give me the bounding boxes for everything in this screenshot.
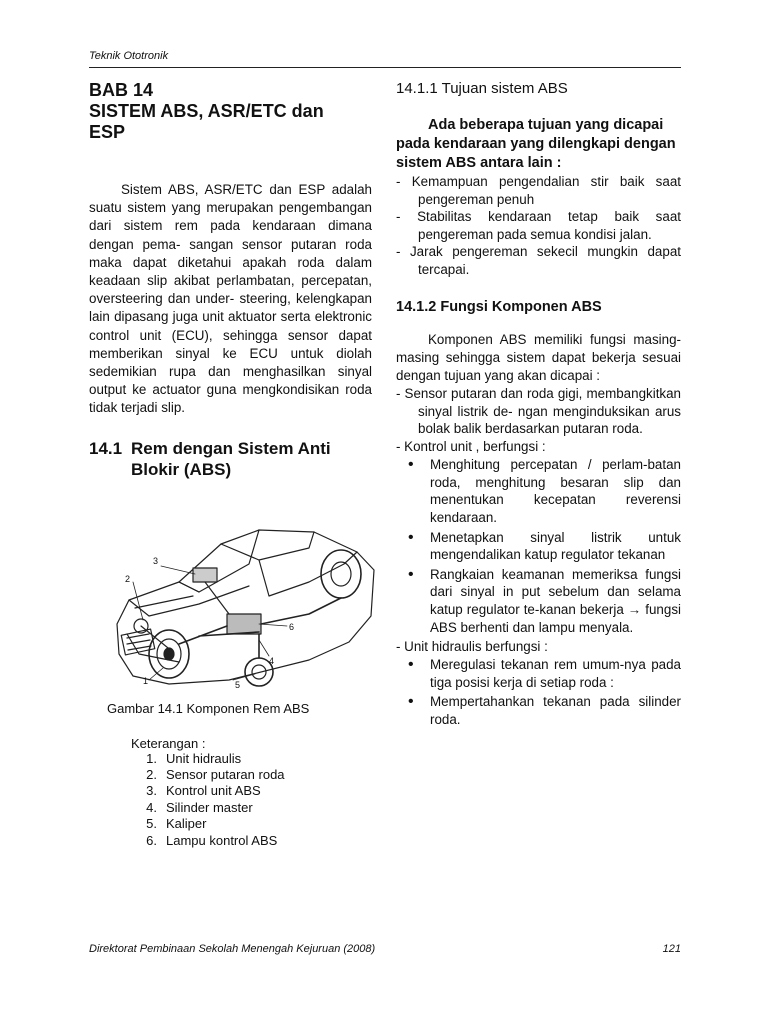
legend-item-number: 1. xyxy=(146,750,157,766)
footer-publisher: Direktorat Pembinaan Sekolah Menengah Kejuruan (2008) xyxy=(89,943,376,955)
hydraulic-unit-label: - Unit hidraulis berfungsi : xyxy=(396,639,548,655)
running-header: Teknik Ototronik xyxy=(89,50,169,62)
page-number: 121 xyxy=(662,943,681,955)
section-heading-14-1-1: 14.1.1 Tujuan sistem ABS xyxy=(396,80,568,97)
chapter-title-line: ESP xyxy=(89,122,126,142)
legend-item-number: 4. xyxy=(146,799,157,815)
hydraulic-unit xyxy=(227,614,261,634)
legend-item-text: Silinder master xyxy=(166,799,253,815)
left-column xyxy=(89,80,372,849)
header-rule xyxy=(89,67,681,68)
legend-item-text: Kaliper xyxy=(166,816,207,832)
control-unit-label: - Kontrol unit , berfungsi : xyxy=(396,438,546,454)
legend-item xyxy=(131,767,372,783)
legend-item-text: Unit hidraulis xyxy=(166,750,242,766)
callout-3: 3 xyxy=(153,555,159,566)
list-item: • Menghitung percepatan / perlam-batan roda, menghitung besaran slip dan menentukan kecepatan reverensi kendaraan. xyxy=(430,456,681,526)
components-paragraph: Komponen ABS memiliki fungsi masing-masing sehingga sistem dapat bekerja sesuai dengan tujuan yang akan dicapai : xyxy=(396,331,681,383)
windshield xyxy=(179,530,259,592)
legend-item-number: 2. xyxy=(146,767,157,783)
section-title-line: Blokir (ABS) xyxy=(131,459,232,479)
hydraulic-unit-functions xyxy=(396,656,681,728)
callout-4: 4 xyxy=(269,655,275,666)
legend-list xyxy=(131,751,372,849)
legend-item-number: 3. xyxy=(146,783,157,799)
legend-item-text: Kontrol unit ABS xyxy=(166,783,261,799)
section-heading-14-1 xyxy=(89,438,372,480)
list-item: • Rangkaian keamanan memeriksa fungsi dari sinyal in put sebelum dan selama katup regulator te-kanan bekerja → fungsi ABS berhenti dan lampu menyala. xyxy=(430,566,681,636)
list-item: - Kemampuan pengendalian stir baik saat pengereman penuh xyxy=(396,174,681,207)
list-item: • Menetapkan sinyal listrik untuk mengendalikan katup regulator tekanan xyxy=(430,529,681,564)
legend-item-number: 5. xyxy=(146,816,157,832)
callout-5: 5 xyxy=(235,679,241,690)
list-item: - Sensor putaran dan roda gigi, membangkitkan sinyal listrik de- ngan menginduksikan arus bolak balik berdasarkan putaran roda. xyxy=(396,386,681,437)
legend-item xyxy=(131,751,372,767)
chapter-title xyxy=(89,80,372,143)
callout-2: 2 xyxy=(125,573,131,584)
legend-item xyxy=(131,833,372,849)
goals-intro: Ada beberapa tujuan yang dicapai pada kendaraan yang dilengkapi dengan sistem ABS antara lain : xyxy=(396,117,676,171)
legend-item xyxy=(131,800,372,816)
section-heading-14-1-2: 14.1.2 Fungsi Komponen ABS xyxy=(396,298,602,315)
legend-title: Keterangan : xyxy=(131,735,206,751)
list-item: • Meregulasi tekanan rem umum-nya pada tiga posisi kerja di setiap roda : xyxy=(430,656,681,691)
chapter-number: BAB 14 xyxy=(89,80,154,100)
callout-6: 6 xyxy=(289,621,295,632)
legend-item-number: 6. xyxy=(146,832,157,848)
legend xyxy=(89,736,372,849)
car-abs-illustration xyxy=(109,504,379,694)
goals-list xyxy=(396,173,681,279)
section-title-line: Rem dengan Sistem Anti xyxy=(131,438,331,458)
legend-item-text: Lampu kontrol ABS xyxy=(166,832,278,848)
list-item: • Mempertahankan tekanan pada silinder roda. xyxy=(430,693,681,728)
sensor-list xyxy=(396,385,681,438)
list-item: - Stabilitas kendaraan tetap baik saat pengereman pada semua kondisi jalan. xyxy=(396,209,681,242)
chapter-title-line: SISTEM ABS, ASR/ETC dan xyxy=(89,101,324,121)
section-number: 14.1 xyxy=(89,438,123,458)
intro-paragraph: Sistem ABS, ASR/ETC dan ESP adalah suatu sistem yang merupakan pengembangan dari sistem rem pada kendaraan dimana dengan pema- sangan sensor putaran roda maka dapat diketahui apakah roda dalam keadaan slip akibat perlambatan, percepatan, oversteering dan under- steering, kelengkapan lain dipasang juga unit aktuator serta elektronic control unit (ECU), sehingga sensor dapat memberikan sinyal ke ECU untuk diolah sedemikian rupa dan menghasilkan sinyal output ke actuator guna mengkondisikan roda tidak terjadi slip. xyxy=(89,182,372,416)
callout-1: 1 xyxy=(143,675,149,686)
legend-item xyxy=(131,816,372,832)
legend-item xyxy=(131,783,372,799)
figure-abs-components xyxy=(109,504,372,699)
legend-item-text: Sensor putaran roda xyxy=(166,767,285,783)
car-body-outline xyxy=(117,530,374,684)
figure-caption: Gambar 14.1 Komponen Rem ABS xyxy=(107,700,310,716)
ecu-box xyxy=(193,568,217,582)
control-unit-functions xyxy=(396,456,681,636)
list-item: - Jarak pengereman sekecil mungkin dapat tercapai. xyxy=(396,244,681,277)
right-column xyxy=(396,80,681,731)
